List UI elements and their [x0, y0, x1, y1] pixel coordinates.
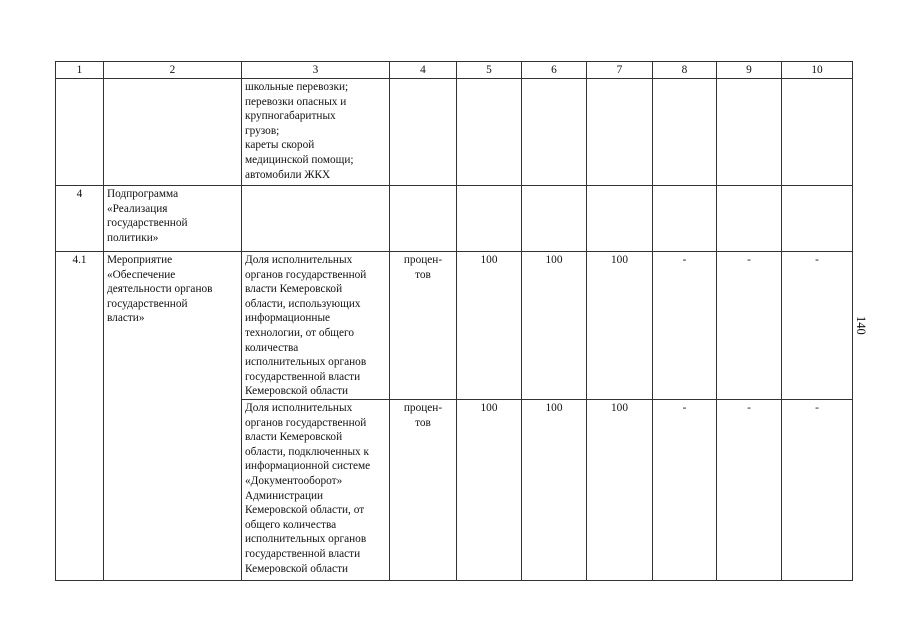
- header-row: [56, 62, 853, 79]
- cell-value: [653, 186, 717, 252]
- cell-value: [717, 186, 782, 252]
- header-cell: 2: [104, 62, 242, 79]
- cell-value: [782, 79, 853, 186]
- cell-value: -: [653, 252, 717, 400]
- table-row: [56, 186, 853, 252]
- cell-value: 100: [457, 252, 522, 400]
- cell-indicator: школьные перевозки; перевозки опасных и крупногабаритных грузов; кареты скорой медицинской помощи; автомобили ЖКХ: [242, 79, 390, 186]
- cell-value: [457, 79, 522, 186]
- cell-indicator: Доля исполнительных органов государственной власти Кемеровской области, использующих информационные технологии, от общего количества исполнительных органов государственной власти Кемеровской области: [242, 252, 390, 400]
- cell-value: -: [782, 400, 853, 581]
- cell-value: [587, 79, 653, 186]
- header-cell: 1: [56, 62, 104, 79]
- page-number: 140: [854, 316, 868, 335]
- cell-value: [717, 79, 782, 186]
- header-cell: 10: [782, 62, 853, 79]
- cell-unit: процен- тов: [390, 400, 457, 581]
- cell-value: [522, 79, 587, 186]
- header-cell: 8: [653, 62, 717, 79]
- cell-value: 100: [522, 400, 587, 581]
- cell-value: [457, 186, 522, 252]
- table-row: [56, 79, 853, 186]
- table-row: [56, 252, 853, 400]
- cell-value: 100: [587, 400, 653, 581]
- cell-value: -: [782, 252, 853, 400]
- cell-number: 4: [56, 186, 104, 252]
- cell-value: 100: [522, 252, 587, 400]
- cell-name: [104, 79, 242, 186]
- header-cell: 6: [522, 62, 587, 79]
- header-cell: 4: [390, 62, 457, 79]
- cell-unit: [390, 186, 457, 252]
- cell-number: [56, 79, 104, 186]
- header-cell: 5: [457, 62, 522, 79]
- data-table: [55, 61, 853, 581]
- cell-value: 100: [587, 252, 653, 400]
- header-cell: 9: [717, 62, 782, 79]
- cell-name: Подпрограмма «Реализация государственной политики»: [104, 186, 242, 252]
- cell-indicator: Доля исполнительных органов государственной власти Кемеровской области, подключенных к информационной системе «Документооборот» Администрации Кемеровской области, от общего количества исполнительных органов государственной власти Кемеровской области: [242, 400, 390, 581]
- cell-number: 4.1: [56, 252, 104, 581]
- cell-value: -: [717, 252, 782, 400]
- cell-unit: процен- тов: [390, 252, 457, 400]
- cell-unit: [390, 79, 457, 186]
- cell-value: [653, 79, 717, 186]
- cell-value: 100: [457, 400, 522, 581]
- cell-value: -: [717, 400, 782, 581]
- header-cell: 7: [587, 62, 653, 79]
- cell-value: [587, 186, 653, 252]
- cell-name: Мероприятие «Обеспечение деятельности органов государственной власти»: [104, 252, 242, 581]
- header-cell: 3: [242, 62, 390, 79]
- cell-value: [522, 186, 587, 252]
- cell-value: [782, 186, 853, 252]
- cell-value: -: [653, 400, 717, 581]
- cell-indicator: [242, 186, 390, 252]
